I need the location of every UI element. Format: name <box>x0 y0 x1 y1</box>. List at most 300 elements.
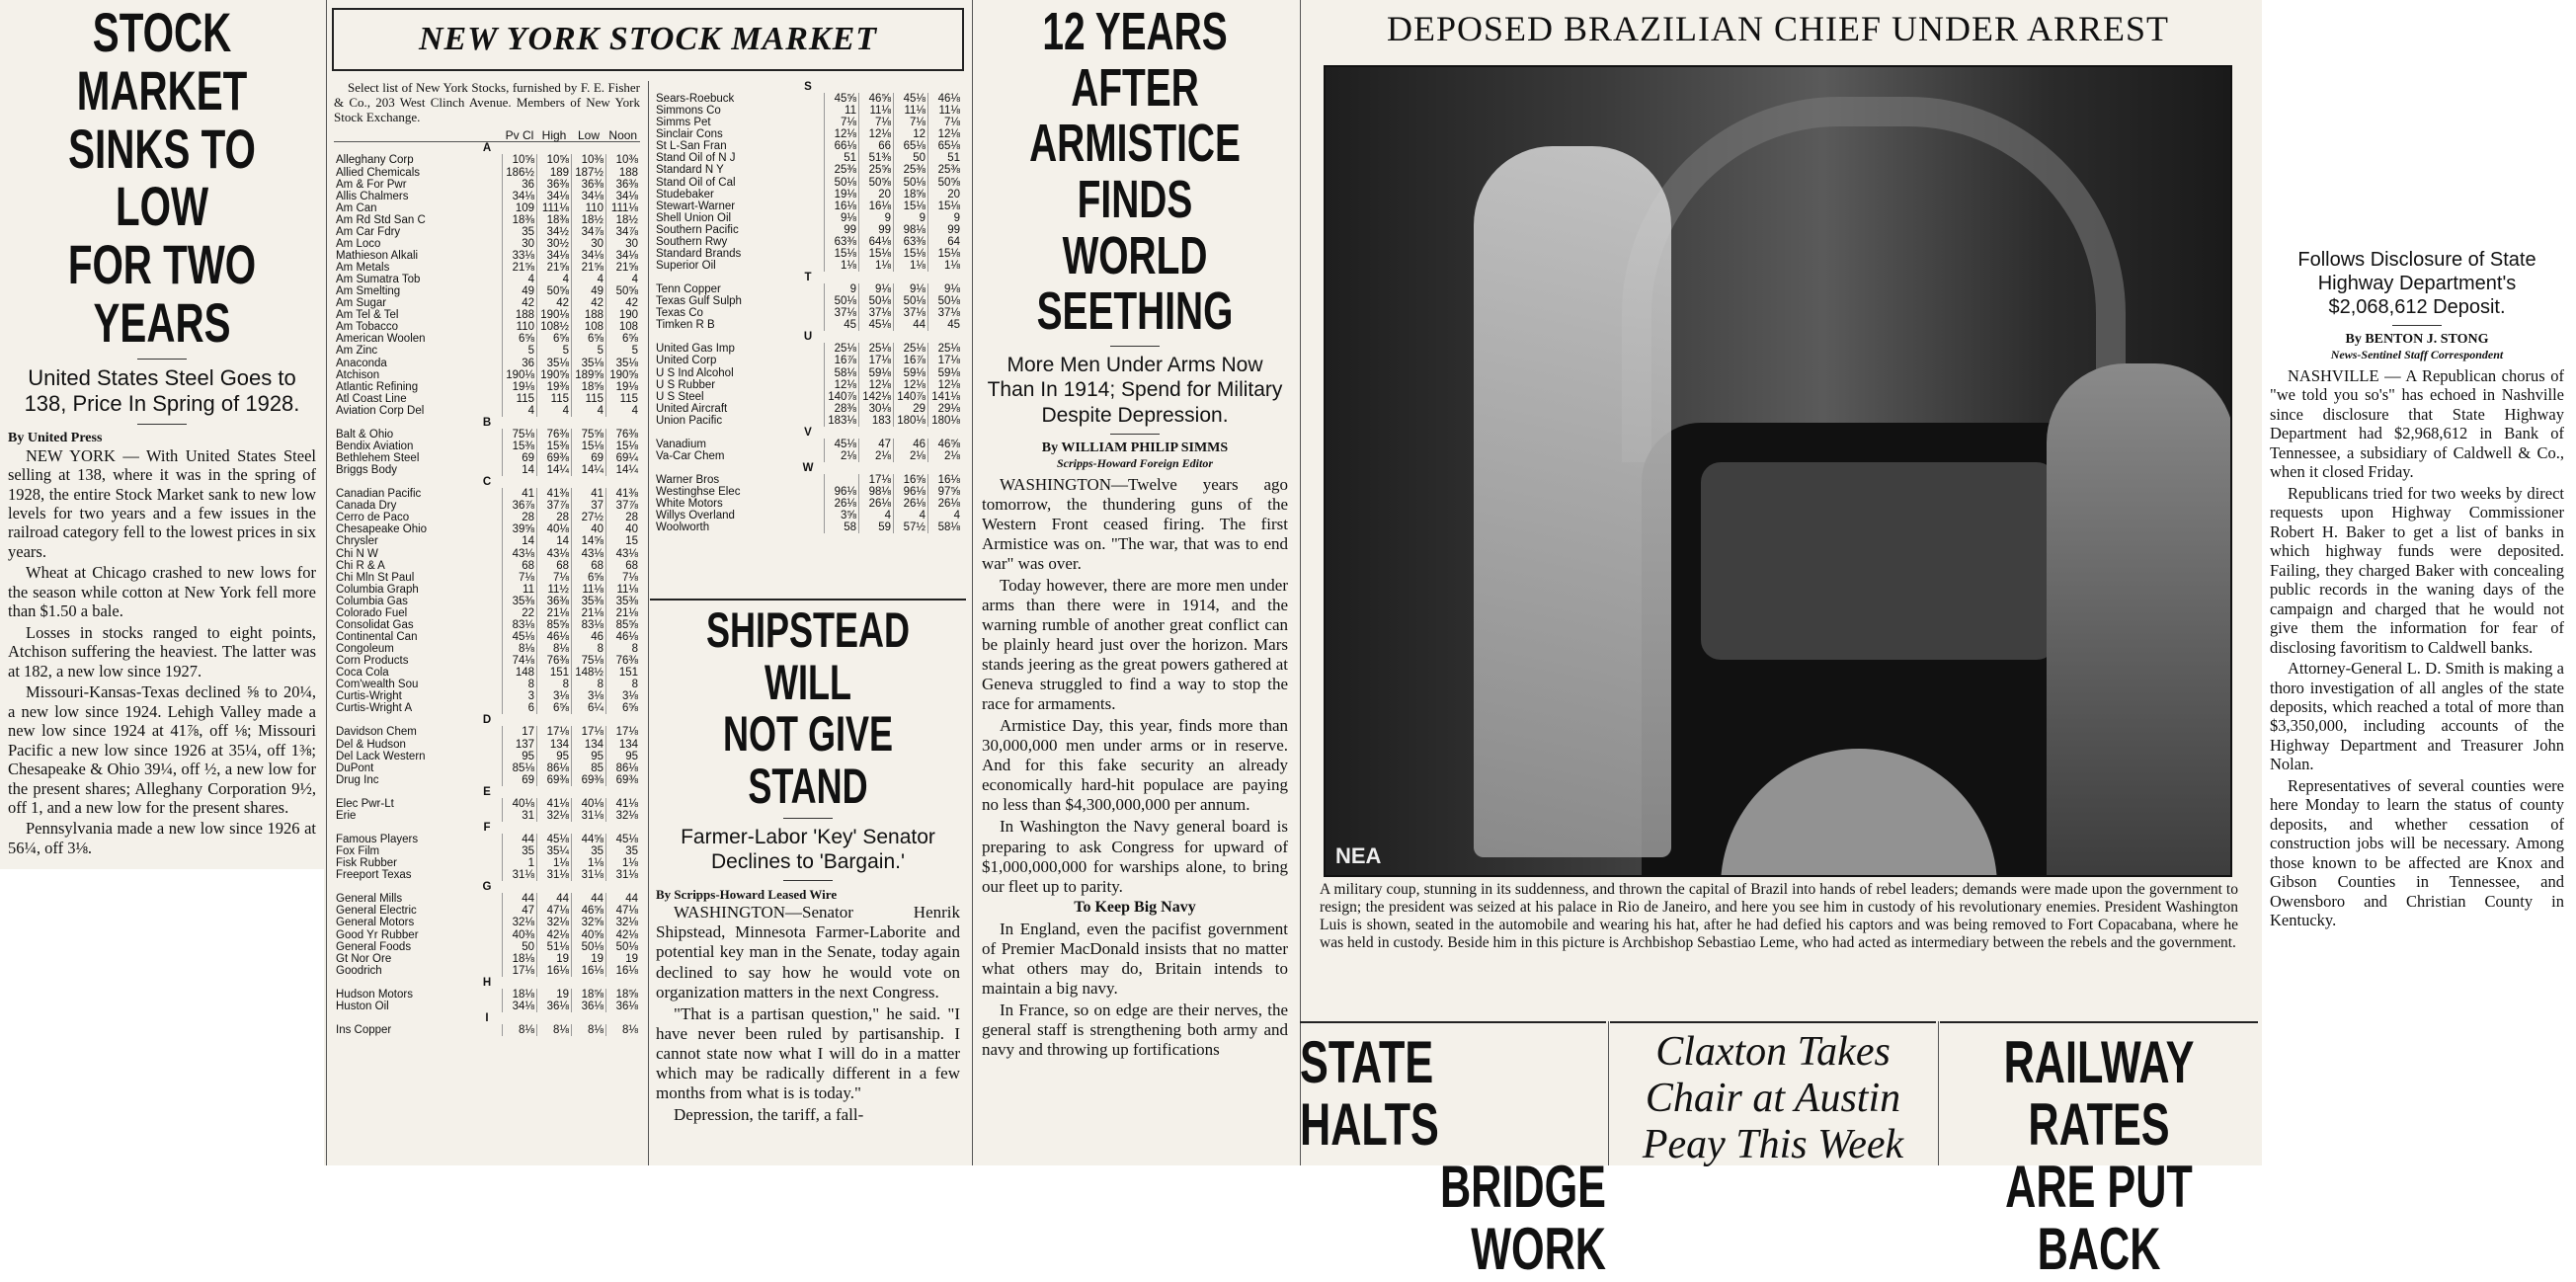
photo-soldier <box>1474 146 1671 857</box>
table-section-row <box>654 272 962 283</box>
stock-price: 34⅛ <box>572 250 606 262</box>
table-row <box>334 953 640 965</box>
stock-name: Com'wealth Sou <box>336 679 419 691</box>
stock-price: 68 <box>537 560 572 572</box>
stock-price: 14 <box>503 464 537 476</box>
stock-name: Colorado Fuel <box>336 606 408 619</box>
stock-price: 69 <box>572 452 606 464</box>
column-rule <box>648 81 649 1165</box>
stock-price: 36⅛ <box>572 1001 606 1012</box>
table-row <box>334 297 640 309</box>
stock-price: 44 <box>894 319 928 331</box>
stock-name: Davidson Chem <box>336 726 417 739</box>
stock-price: 96⅛ <box>825 486 859 498</box>
stock-price: 1⅛ <box>606 857 641 869</box>
stock-price: 4 <box>537 274 572 285</box>
stock-price: 83⅛ <box>503 619 537 631</box>
stock-price: 36⅜ <box>606 179 641 191</box>
stock-name: Simmons Co <box>656 105 721 118</box>
stock-price: 66 <box>859 140 894 152</box>
stock-price: 11⅛ <box>572 584 606 596</box>
stock-price: 16⅝ <box>894 474 928 486</box>
stock-price: 64 <box>928 236 963 248</box>
stock-price: 8 <box>572 679 606 690</box>
table-section-row <box>334 786 640 798</box>
stock-price: 41⅜ <box>537 488 572 500</box>
stock-price: 69⅜ <box>572 774 606 786</box>
stock-price: 36⅜ <box>537 596 572 607</box>
stock-name: Sears-Roebuck <box>656 93 735 106</box>
stock-name: Sinclair Cons <box>656 128 723 141</box>
stock-price: 15⅜ <box>537 441 572 452</box>
table-row <box>654 236 962 248</box>
stock-name: Am Tobacco <box>336 321 399 334</box>
stock-price: 189⅝ <box>572 369 606 381</box>
armistice-article <box>976 0 1294 1165</box>
stock-name: U S Ind Alcohol <box>656 366 734 379</box>
stock-name: Simms Pet <box>656 117 711 129</box>
headline-line: WORLD SEETHING <box>1036 225 1234 342</box>
stock-price: 40⅛ <box>503 798 537 810</box>
paragraph: Missouri-Kansas-Texas declined ⅝ to 20¼, a new low since 1924. Lehigh Valley made a new low since 1924 at 41⅞, off ⅛; Missouri Pacific a new low since 1926 at 35¼, off 1⅜; Chesapeake & Ohio 39¼, off ½, a new low for the present shares; Alleghany Corporation 9½, off 1, and a new low for the present shares. <box>8 682 316 817</box>
table-section-row <box>334 1012 640 1024</box>
table-row <box>334 810 640 822</box>
stock-price: 36 <box>503 358 537 369</box>
stock-price: 151 <box>537 667 572 679</box>
table-row <box>654 415 962 427</box>
stock-price: 4 <box>572 405 606 417</box>
table-row <box>334 262 640 274</box>
stock-price: 31⅛ <box>537 869 572 881</box>
table-row <box>334 464 640 476</box>
stock-table-left <box>330 81 644 1165</box>
armistice-headline <box>982 4 1288 340</box>
table-row <box>334 535 640 547</box>
stock-price: 10⅜ <box>606 154 641 166</box>
stock-price: 10⅜ <box>572 154 606 166</box>
stock-price: 44 <box>572 893 606 905</box>
stock-price: 9⅛ <box>928 283 963 295</box>
headline-line: Chair at Austin <box>1645 1076 1901 1122</box>
stock-price: 76⅜ <box>606 429 641 441</box>
stock-price: 75⅛ <box>503 429 537 441</box>
stock-price: 76⅜ <box>537 655 572 667</box>
table-row <box>334 321 640 333</box>
table-row <box>654 164 962 176</box>
stock-price: 43⅛ <box>606 548 641 560</box>
stock-price: 47 <box>859 439 894 450</box>
stock-name: Allis Chalmers <box>336 190 409 202</box>
stock-price: 9⅛ <box>894 283 928 295</box>
table-row <box>654 152 962 164</box>
table-row <box>654 510 962 521</box>
stock-price: 9⅛ <box>859 283 894 295</box>
stock-price: 50 <box>503 941 537 953</box>
stock-name: General Motors <box>336 917 415 929</box>
table-row <box>654 200 962 212</box>
table-header-row <box>334 129 640 142</box>
table-row <box>334 154 640 166</box>
paragraph: In England, even the pacifist government of Premier MacDonald insists that no matter what others may do, Britain intends to maintain a big navy. <box>982 919 1288 998</box>
stock-price: 50⅛ <box>859 295 894 307</box>
stock-name: Columbia Gas <box>336 595 408 607</box>
stock-price: 39⅝ <box>503 523 537 535</box>
stock-price: 63⅜ <box>825 236 859 248</box>
stock-name: Chrysler <box>336 535 378 548</box>
stock-price: 4 <box>894 510 928 521</box>
stock-name: Briggs Body <box>336 464 398 477</box>
stock-price: 8⅛ <box>503 643 537 655</box>
separator <box>137 424 187 425</box>
column-rule <box>326 0 327 1165</box>
stock-price: 14¼ <box>537 464 572 476</box>
paragraph: Wheat at Chicago crashed to new lows for the season while cotton at New York fell more than $1.50 a bale. <box>8 563 316 621</box>
stock-name: Va-Car Chem <box>656 449 725 462</box>
stock-price: 85⅝ <box>606 619 641 631</box>
stock-market-deck: United States Steel Goes to 138, Price In Spring of 1928. <box>24 364 300 417</box>
table-row <box>334 869 640 881</box>
stock-name: Alleghany Corp <box>336 154 414 167</box>
stock-price: 69⅜ <box>537 452 572 464</box>
stock-price: 96⅛ <box>894 486 928 498</box>
paragraph: NASHVILLE — A Republican chorus of "we told you so's" has echoed in Nashville since disclosure that State Highway Department had $2,968,612 in Bank of Tennessee, a subsidiary of Caldwell & Co., when it closed Friday. <box>2270 366 2564 482</box>
stock-name: United Gas Imp <box>656 343 735 356</box>
column-rule <box>1938 1021 1939 1165</box>
stock-price: 6⅝ <box>572 333 606 345</box>
headline-line: 12 YEARS AFTER <box>1042 2 1228 118</box>
stock-name: Freeport Texas <box>336 869 412 882</box>
table-row <box>334 214 640 226</box>
stock-price: 11⅛ <box>859 105 894 117</box>
stock-price: 18⅝ <box>572 381 606 393</box>
stock-price: 12⅛ <box>928 128 963 140</box>
paragraph: "That is a partisan question," he said. "I have never been ruled by partisanship. I cannot state now what I will do in a matter which may be radically different in a few months from what is is today." <box>656 1003 960 1102</box>
stock-price: 57½ <box>894 521 928 533</box>
stock-price: 148½ <box>572 667 606 679</box>
table-row <box>334 726 640 738</box>
stock-price: 42 <box>572 297 606 309</box>
column-rule <box>1608 1021 1609 1165</box>
table-row <box>334 655 640 667</box>
headline-line: FOR TWO YEARS <box>67 233 257 354</box>
stock-price: 50⅛ <box>825 177 859 189</box>
section-letter: G <box>482 881 492 894</box>
stock-price: 44 <box>537 893 572 905</box>
stock-price: 134 <box>606 739 641 751</box>
stock-name: American Woolen <box>336 333 426 346</box>
table-row <box>334 441 640 452</box>
table-row <box>334 917 640 928</box>
stock-market-article <box>4 0 320 869</box>
stock-price: 17 <box>503 726 537 738</box>
section-letter: U <box>803 331 813 344</box>
stock-price: 99 <box>825 224 859 236</box>
stock-price: 99 <box>928 224 963 236</box>
stock-price: 26⅛ <box>859 498 894 510</box>
stock-price: 35⅜ <box>606 596 641 607</box>
stock-price: 1⅛ <box>894 260 928 272</box>
section-letter: W <box>802 462 814 474</box>
table-section-row <box>334 977 640 989</box>
table-row <box>654 224 962 236</box>
table-row <box>334 774 640 786</box>
blank-margin-right <box>2262 0 2576 242</box>
stock-price: 27½ <box>572 512 606 523</box>
stock-price: 11 <box>503 584 537 596</box>
stock-name: Canadian Pacific <box>336 488 422 501</box>
paragraph: Pennsylvania made a new low since 1926 at 56¼, off 3⅛. <box>8 819 316 857</box>
stock-name: Corn Products <box>336 655 409 668</box>
stock-price: 68 <box>606 560 641 572</box>
stock-price: 11⅛ <box>894 105 928 117</box>
stock-table-right <box>650 81 966 595</box>
stock-price: 140⅞ <box>825 391 859 403</box>
stock-price: 35⅜ <box>503 596 537 607</box>
stock-price: 7⅛ <box>894 117 928 128</box>
table-row <box>334 905 640 917</box>
stock-price: 17⅛ <box>572 726 606 738</box>
stock-price: 58⅛ <box>928 521 963 533</box>
table-row <box>334 584 640 596</box>
stock-price: 35 <box>503 226 537 238</box>
blank-margin-left <box>0 869 324 1165</box>
table-row <box>654 105 962 117</box>
table-row <box>654 128 962 140</box>
stock-name: General Foods <box>336 940 412 953</box>
stock-price: 21⅝ <box>503 262 537 274</box>
stock-price: 21⅛ <box>537 607 572 619</box>
stock-price: 8⅛ <box>537 643 572 655</box>
stock-price: 76⅜ <box>606 655 641 667</box>
stock-name: General Mills <box>336 893 403 906</box>
stock-price: 14¼ <box>606 464 641 476</box>
stock-price: 3⅛ <box>606 690 641 702</box>
stock-name: Ins Copper <box>336 1024 392 1037</box>
table-row <box>334 667 640 679</box>
stock-price: 148 <box>503 667 537 679</box>
stock-price: 40⅛ <box>537 523 572 535</box>
stock-price: 18½ <box>572 214 606 226</box>
stock-price: 19⅜ <box>537 381 572 393</box>
stock-price: 51 <box>928 152 963 164</box>
table-section-row <box>334 476 640 488</box>
stock-price: 32⅝ <box>572 917 606 928</box>
stock-price: 36⅜ <box>537 179 572 191</box>
stock-price: 4 <box>606 274 641 285</box>
stock-price: 50⅝ <box>859 177 894 189</box>
stock-price: 140⅞ <box>894 391 928 403</box>
photo-headline-text: DEPOSED BRAZILIAN CHIEF UNDER ARREST <box>1386 9 2170 48</box>
stock-price: 37⅞ <box>537 500 572 512</box>
stock-price: 188 <box>606 167 641 179</box>
stock-name: Gt Nor Ore <box>336 952 392 965</box>
table-row <box>334 643 640 655</box>
stock-price: 63⅜ <box>894 236 928 248</box>
stock-price: 11⅛ <box>606 584 641 596</box>
stock-name: Am Sugar <box>336 297 387 310</box>
stock-price: 35⅜ <box>572 596 606 607</box>
stock-price: 30½ <box>537 238 572 250</box>
stock-price: 14¼ <box>572 464 606 476</box>
stock-price: 85⅝ <box>537 619 572 631</box>
stock-price: 22 <box>503 607 537 619</box>
stock-price: 75⅝ <box>572 429 606 441</box>
table-row <box>654 140 962 152</box>
stock-name: Am Loco <box>336 237 381 250</box>
stock-price: 26⅛ <box>825 498 859 510</box>
stock-price: 3 <box>503 690 537 702</box>
table-row <box>654 343 962 355</box>
stock-price: 41⅜ <box>606 488 641 500</box>
stock-price: 108½ <box>537 321 572 333</box>
stock-name: Willys Overland <box>656 510 735 522</box>
shipstead-deck: Farmer-Labor 'Key' Senator Declines to 'Bargain.' <box>681 826 935 874</box>
stock-price: 97⅝ <box>928 486 963 498</box>
table-row <box>654 260 962 272</box>
stock-price: 108 <box>606 321 641 333</box>
stock-price: 190 <box>606 309 641 321</box>
stock-price: 40⅝ <box>572 929 606 941</box>
stock-price: 41⅛ <box>606 798 641 810</box>
stock-price: 31⅛ <box>503 869 537 881</box>
stock-name: Southern Rwy <box>656 235 728 248</box>
stock-price: 59 <box>859 521 894 533</box>
stock-price: 40 <box>606 523 641 535</box>
table-section-row <box>334 822 640 834</box>
stock-price: 1⅛ <box>572 857 606 869</box>
stock-price: 9 <box>928 212 963 224</box>
stock-price: 2⅛ <box>859 450 894 462</box>
stock-name: Mathieson Alkali <box>336 249 419 262</box>
headline-line: NOT GIVE STAND <box>722 706 894 814</box>
stock-name: Am Sumatra Tob <box>336 274 421 286</box>
stock-price: 3⅝ <box>825 510 859 521</box>
photo-arch <box>1622 97 2126 462</box>
header-name <box>334 129 503 142</box>
stock-price: 45⅛ <box>606 834 641 845</box>
photo-headline <box>1304 8 2252 59</box>
stock-name: Atl Coast Line <box>336 392 407 405</box>
paragraph: Armistice Day, this year, finds more than 30,000,000 men under arms or in reserve. And for this fake security an already economically hard-hit populace are paying no less than $4,300,000,000 per annum. <box>982 716 1288 815</box>
stock-price: 183 <box>859 415 894 427</box>
stock-price: 15⅛ <box>928 200 963 212</box>
table-row <box>334 345 640 357</box>
stock-price: 66⅛ <box>825 140 859 152</box>
stock-price: 41 <box>572 488 606 500</box>
paragraph: Today however, there are more men under arms than there were in 1914, and the warning rumble of another great conflict can be plainly heard just over the horizon. Mars stands jeering as the great powers gathered at Geneva struggled to find a way to stop the race for armaments. <box>982 575 1288 714</box>
stock-price: 32⅛ <box>537 917 572 928</box>
stock-price: 12⅛ <box>859 379 894 391</box>
stock-price: 49 <box>572 285 606 297</box>
table-row <box>334 202 640 214</box>
stock-name: Texas Co <box>656 307 703 320</box>
stock-price: 6⅝ <box>537 702 572 714</box>
stock-price: 9 <box>825 283 859 295</box>
stock-price: 37⅛ <box>859 307 894 319</box>
headline-line: BRIDGE WORK <box>1439 1154 1606 1282</box>
stock-name: Shell Union Oil <box>656 211 732 224</box>
stock-price: 76⅜ <box>537 429 572 441</box>
stock-price: 2⅛ <box>894 450 928 462</box>
stock-price: 86⅛ <box>606 762 641 774</box>
stock-price: 41 <box>503 488 537 500</box>
stock-price: 19 <box>606 953 641 965</box>
stock-price: 32⅛ <box>503 917 537 928</box>
claxton-headline <box>1610 1021 1936 1168</box>
stock-price: 19 <box>572 953 606 965</box>
stock-price: 6⅝ <box>537 333 572 345</box>
stock-price: 14 <box>503 535 537 547</box>
stock-price: 9 <box>894 212 928 224</box>
stock-price: 134 <box>572 739 606 751</box>
stock-price: 15⅜ <box>503 441 537 452</box>
stock-price: 69⅜ <box>537 774 572 786</box>
table-row <box>654 391 962 403</box>
stock-name: Anaconda <box>336 357 387 369</box>
state-halts-headline <box>1300 1021 1606 1282</box>
section-letter: D <box>482 714 492 727</box>
stock-price: 65⅛ <box>928 140 963 152</box>
stock-name: U S Steel <box>656 390 704 403</box>
stock-price: 45 <box>825 319 859 331</box>
stock-price: 6⅝ <box>503 333 537 345</box>
stock-price: 18½ <box>606 214 641 226</box>
stock-name: Stand Oil of N J <box>656 152 736 165</box>
column-rule <box>1300 0 1301 1165</box>
table-row <box>334 488 640 500</box>
stock-price: 14 <box>537 535 572 547</box>
stock-price: 25⅛ <box>928 343 963 355</box>
stock-price: 16⅞ <box>825 355 859 366</box>
stock-table-title: NEW YORK STOCK MARKET <box>332 8 964 71</box>
stock-price: 59⅛ <box>928 367 963 379</box>
table-row <box>334 333 640 345</box>
shipstead-article <box>650 599 966 1165</box>
stock-price: 75⅛ <box>572 655 606 667</box>
stock-name: Cerro de Paco <box>336 512 410 524</box>
stock-price: 190⅛ <box>503 369 537 381</box>
table-row <box>654 498 962 510</box>
table-row <box>654 248 962 260</box>
stock-price: 98⅛ <box>894 224 928 236</box>
stock-price: 64⅛ <box>859 236 894 248</box>
stock-price: 59⅛ <box>894 367 928 379</box>
stock-name: Texas Gulf Sulph <box>656 295 742 308</box>
stock-price: 8 <box>537 679 572 690</box>
stock-name: General Electric <box>336 905 417 918</box>
stock-price: 51 <box>825 152 859 164</box>
stock-price: 14⅝ <box>572 535 606 547</box>
stock-price: 35⅛ <box>606 358 641 369</box>
stock-table <box>334 129 640 1036</box>
stock-price: 35 <box>503 845 537 857</box>
news-photo <box>1324 65 2232 877</box>
stock-price: 19 <box>537 953 572 965</box>
stock-price: 46⅝ <box>928 439 963 450</box>
stock-price: 17⅛ <box>928 355 963 366</box>
stock-name: Curtis-Wright A <box>336 702 413 715</box>
table-row <box>334 167 640 179</box>
stock-price: 59⅛ <box>859 367 894 379</box>
article-body <box>2270 366 2564 930</box>
stock-name: Canada Dry <box>336 500 397 513</box>
stock-price: 17⅛ <box>537 726 572 738</box>
stock-price: 44 <box>606 893 641 905</box>
table-row <box>654 93 962 105</box>
stock-price: 3⅛ <box>537 690 572 702</box>
paragraph: Representatives of several counties were here Monday to learn the status of county deposits, and whether cessation of construction jobs will be necessary. Among those known to be affected are Knox and Gibson Counties in Tennessee, and Owensboro and Christian County in Kentucky. <box>2270 775 2564 930</box>
stock-name: Vanadium <box>656 438 706 450</box>
